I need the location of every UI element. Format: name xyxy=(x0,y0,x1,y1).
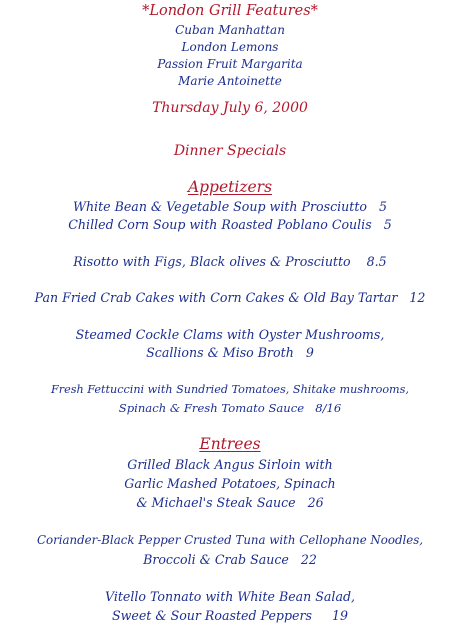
feature-item: London Lemons xyxy=(181,40,279,54)
dish-price: 19 xyxy=(331,608,349,623)
entree-item-line: Coriander-Black Pepper Crusted Tuna with Cellophane Noodles, xyxy=(36,533,424,547)
dish-price: 5 xyxy=(383,217,392,232)
dish-name: Spinach & Fresh Tomato Sauce xyxy=(118,401,305,415)
dish-name: Chilled Corn Soup with Roasted Poblano Coulis xyxy=(68,217,372,232)
entree-item xyxy=(0,554,460,567)
dish-price: 8/16 xyxy=(315,401,342,415)
dish-price: 22 xyxy=(300,552,317,567)
entree-item-line: Garlic Mashed Potatoes, Spinach xyxy=(124,476,336,491)
dish-name: Broccoli & Crab Sauce xyxy=(143,552,289,567)
dish-price: 5 xyxy=(378,199,387,214)
appetizer-item xyxy=(0,219,460,232)
dish-name: White Bean & Vegetable Soup with Prosciutto xyxy=(73,199,367,214)
appetizer-item xyxy=(0,256,460,269)
dish-price: 26 xyxy=(307,495,324,510)
dish-name: Sweet & Sour Roasted Peppers xyxy=(111,608,312,623)
entrees-heading: Entrees xyxy=(199,435,261,453)
appetizer-item xyxy=(0,292,460,305)
entree-item xyxy=(0,497,460,510)
entree-item-line: Vitello Tonnato with White Bean Salad, xyxy=(104,589,356,604)
features-title: *London Grill Features* xyxy=(142,3,318,19)
appetizer-item xyxy=(0,403,460,415)
appetizer-item-line: Fresh Fettuccini with Sundried Tomatoes, Shitake mushrooms, xyxy=(51,383,409,396)
entree-item-line: Grilled Black Angus Sirloin with xyxy=(127,457,333,472)
appetizer-item-line: Steamed Cockle Clams with Oyster Mushrooms, xyxy=(75,327,385,342)
dish-price: 12 xyxy=(409,290,426,305)
dish-price: 9 xyxy=(305,345,314,360)
dish-name: & Michael's Steak Sauce xyxy=(136,495,296,510)
menu-subtitle: Dinner Specials xyxy=(173,143,287,159)
appetizer-item xyxy=(0,201,460,214)
dish-name: Scallions & Miso Broth xyxy=(146,345,294,360)
entree-item xyxy=(0,610,460,623)
feature-item: Cuban Manhattan xyxy=(175,23,285,37)
dish-name: Risotto with Figs, Black olives & Prosciutto xyxy=(73,254,351,269)
dish-price: 8.5 xyxy=(366,254,387,269)
appetizer-item xyxy=(0,347,460,360)
dish-name: Pan Fried Crab Cakes with Corn Cakes & Old Bay Tartar xyxy=(34,290,398,305)
feature-item: Marie Antoinette xyxy=(178,74,282,88)
menu-date: Thursday July 6, 2000 xyxy=(152,100,308,116)
feature-item: Passion Fruit Margarita xyxy=(157,57,303,71)
appetizers-heading: Appetizers xyxy=(187,178,273,196)
